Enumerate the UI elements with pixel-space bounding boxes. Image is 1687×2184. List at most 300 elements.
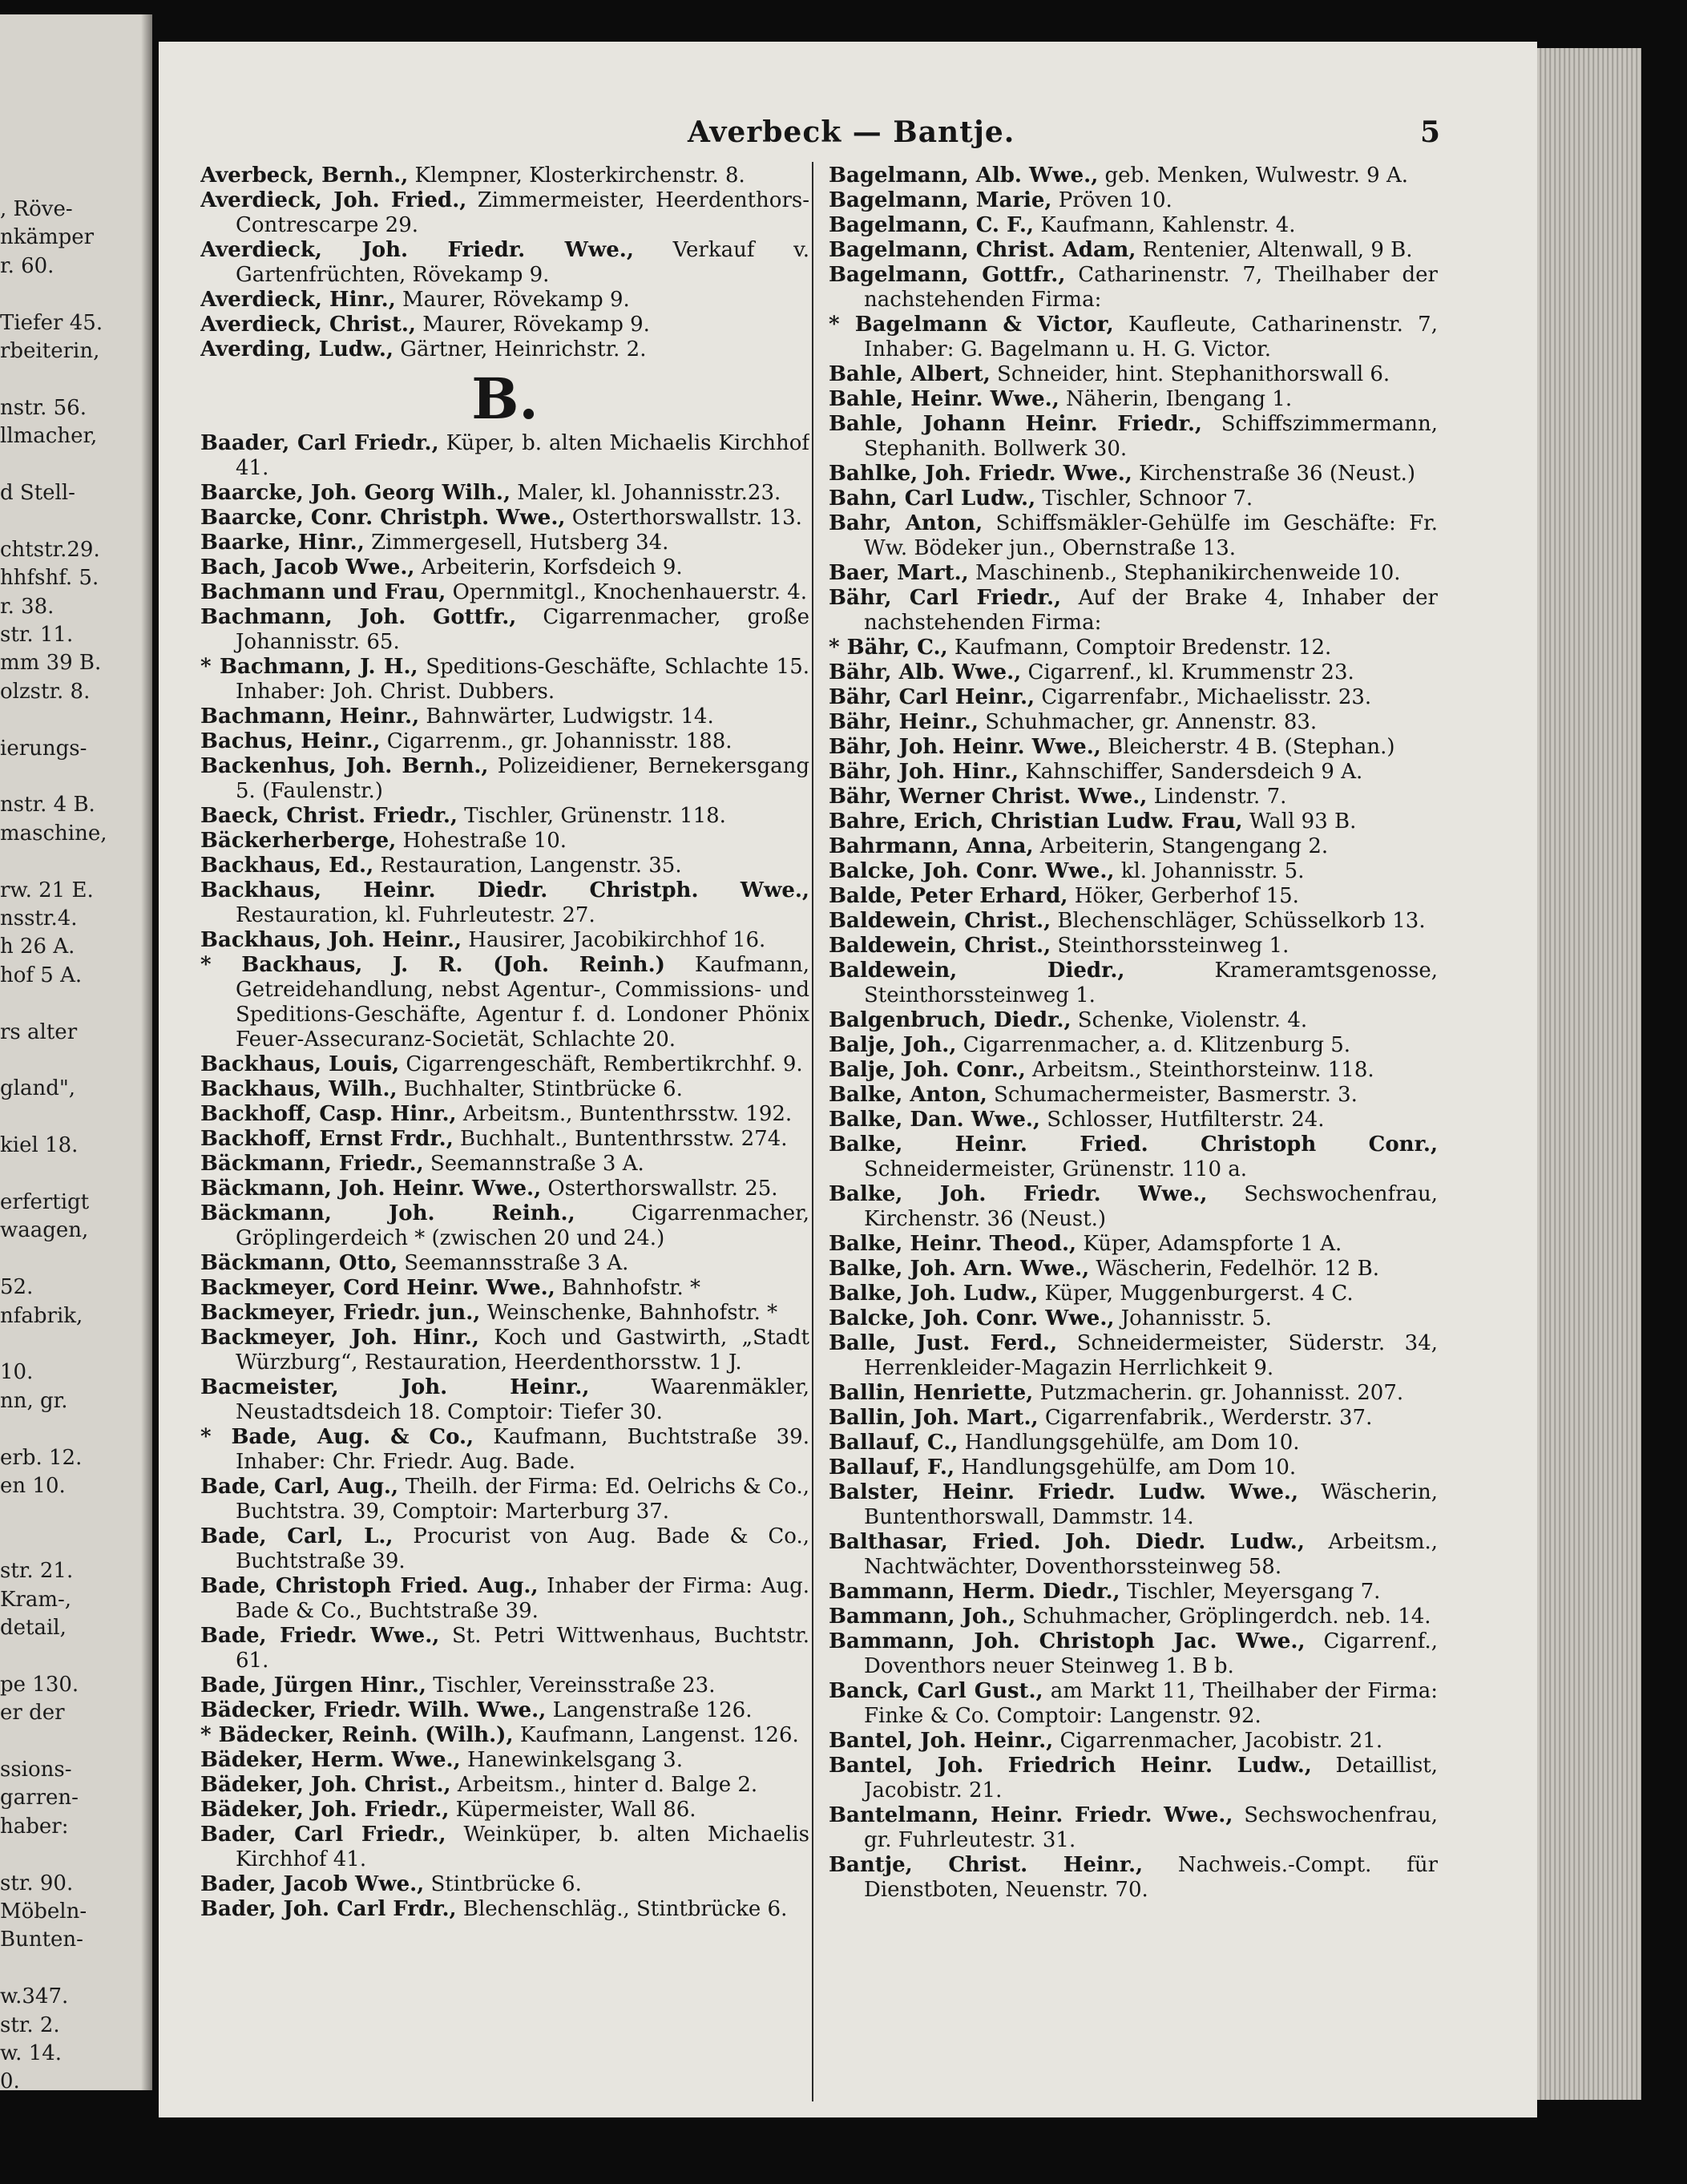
entry-name: Baeck, Christ. Friedr., [200,804,458,828]
left-column [200,163,809,2095]
entry-name: Bahlke, Joh. Friedr. Wwe., [829,462,1132,486]
entry-details: St. Petri Wittwenhaus, Buchtstr. 61. [236,1624,809,1673]
entry-details: Wäscherin, Fedelhör. 12 B. [1096,1257,1379,1281]
entry-details: Cigarrenm., gr. Johannisstr. 188. [386,729,733,753]
facing-page-line: ierungs- [0,736,87,761]
entry-name: * Backhaus, J. R. (Joh. Reinh.) [200,953,665,977]
entry-details: Schiffszimmermann, Stephanith. Bollwerk 30. [864,412,1438,461]
facing-page-line: str. 21. [0,1559,74,1584]
directory-entry [200,655,809,704]
entry-name: Ballin, Joh. Mart., [829,1406,1039,1430]
entry-details: Koch und Gastwirth, „Stadt Würzburg“, Restauration, Heerdenthorsstw. 1 J. [236,1326,809,1375]
entry-name: Averdieck, Joh. Fried., [200,188,467,212]
entry-name: Balde, Peter Erhard, [829,884,1068,908]
directory-entry [200,1624,809,1673]
facing-page-line: olzstr. 8. [0,679,91,704]
entry-name: Baldewein, Christ., [829,909,1051,933]
directory-entry [829,1480,1438,1530]
entry-name: Balgenbruch, Diedr., [829,1008,1072,1032]
entry-name: Baarcke, Joh. Georg Wilh., [200,481,511,505]
facing-page-line: llmacher, [0,424,98,449]
entry-name: Bantel, Joh. Friedrich Heinr. Ludw., [829,1754,1312,1778]
directory-entry [200,1475,809,1524]
entry-name: Balcke, Joh. Conr. Wwe., [829,1306,1115,1330]
directory-entry [829,660,1438,685]
directory-entry [829,412,1438,462]
directory-entry [829,1754,1438,1803]
entry-details: Johannisstr. 5. [1120,1306,1272,1330]
entry-details: Tischler, Schnoor 7. [1042,486,1253,511]
directory-entry [829,387,1438,412]
entry-details: Handlungsgehülfe, am Dom 10. [961,1455,1297,1480]
entry-name: Backhaus, Wilh., [200,1077,398,1101]
directory-entry [829,511,1438,561]
entry-details: Polizeidiener, Bernekersgang 5. (Faulenstr.) [236,754,809,803]
directory-entry [200,1177,809,1201]
entry-name: Bantelmann, Heinr. Friedr. Wwe., [829,1803,1233,1827]
directory-entry [200,829,809,854]
entry-details: Osterthorswallstr. 13. [571,506,802,530]
entry-name: Bade, Christoph Fried. Aug., [200,1574,539,1598]
facing-page-line: ssions- [0,1758,72,1782]
directory-entry [200,163,809,188]
directory-entry [200,1748,809,1773]
directory-entry [829,1431,1438,1455]
directory-entry [200,1524,809,1574]
entry-details: Cigarrengeschäft, Rembertikrchhf. 9. [406,1052,803,1076]
entry-name: Baldewein, Diedr., [829,959,1125,983]
entry-details: Zimmergesell, Hutsberg 34. [371,531,669,555]
directory-entry [200,1127,809,1152]
entry-details: Weinschenke, Bahnhofstr. * [486,1301,778,1325]
entry-details: Verkauf v. Gartenfrüchten, Rövekamp 9. [236,238,809,287]
directory-entry [200,1823,809,1872]
entry-details: Kahnschiffer, Sandersdeich 9 A. [1025,760,1363,784]
directory-entry [829,834,1438,859]
facing-page-line: Kram-, [0,1587,72,1612]
facing-page-line: w. 14. [0,2041,63,2065]
entry-details: am Markt 11, Theilhaber der Firma: Finke & Co. Comptoir: Langenstr. 92. [864,1679,1438,1728]
entry-details: Küpermeister, Wall 86. [455,1798,696,1822]
entry-name: Bähr, Alb. Wwe., [829,660,1022,684]
entry-details: Cigarrenmacher, große Johannisstr. 65. [236,605,809,654]
facing-page-line: nkämper [0,225,95,250]
entry-details: Bleicherstr. 4 B. (Stephan.) [1108,735,1395,759]
entry-details: Küper, b. alten Michaelis Kirchhof 41. [236,431,809,480]
directory-entry [200,1425,809,1475]
entry-name: Baarcke, Conr. Christph. Wwe., [200,506,566,530]
facing-page-line: maschine, [0,821,107,846]
directory-entry [200,1798,809,1823]
entry-details: Bahnwärter, Ludwigstr. 14. [426,704,714,729]
entry-name: Bagelmann, Gottfr., [829,263,1066,287]
directory-entry [829,1232,1438,1257]
entry-name: Bahn, Carl Ludw., [829,486,1036,511]
entry-name: Bädecker, Friedr. Wilh. Wwe., [200,1698,547,1722]
directory-entry [829,710,1438,735]
entry-details: Maschinenb., Stephanikirchenweide 10. [975,561,1401,585]
entry-details: Näherin, Ibengang 1. [1066,387,1293,411]
entry-details: Sechswochenfrau, Kirchenstr. 36 (Neust.) [864,1182,1438,1231]
directory-entry [200,729,809,754]
directory-entry [829,362,1438,387]
entry-name: Bäckmann, Otto, [200,1251,398,1275]
directory-entry [200,1773,809,1798]
entry-details: Schlosser, Hutfilterstr. 24. [1047,1108,1325,1132]
facing-page-line: mm 39 B. [0,651,102,676]
entry-name: Baarke, Hinr., [200,531,365,555]
entry-details: Cigarrenmacher, Gröplingerdeich * (zwischen 20 und 24.) [236,1201,809,1250]
directory-entry [200,1574,809,1624]
facing-page-line: gland", [0,1076,76,1101]
running-head: Averbeck — Bantje. [688,115,1015,149]
entry-details: Auf der Brake 4, Inhaber der nachstehenden Firma: [864,586,1438,635]
facing-page-line: str. 90. [0,1871,74,1895]
directory-entry [829,1381,1438,1406]
entry-details: Kaufmann, Buchtstraße 39. Inhaber: Chr. Friedr. Aug. Bade. [236,1425,809,1474]
entry-name: Balke, Heinr. Theod., [829,1232,1077,1256]
entry-name: Backhaus, Ed., [200,854,374,878]
facing-page-line: Tiefer 45. [0,310,103,335]
entry-details: Wäscherin, Buntenthorswall, Dammstr. 14. [864,1480,1438,1529]
entry-name: Averbeck, Bernh., [200,163,409,188]
entry-name: Bähr, Joh. Heinr. Wwe., [829,735,1101,759]
entry-name: Bader, Jacob Wwe., [200,1872,425,1896]
entry-name: Bammann, Joh., [829,1605,1016,1629]
directory-entry [829,1058,1438,1083]
directory-entry [829,909,1438,934]
entry-details: kl. Johannisstr. 5. [1120,859,1305,883]
facing-page-line: erfertigt [0,1190,90,1214]
entry-details: Arbeiterin, Korfsdeich 9. [421,555,683,579]
directory-entry [200,754,809,804]
entry-name: Bachus, Heinr., [200,729,381,753]
entry-details: Cigarrenmacher, a. d. Klitzenburg 5. [963,1033,1351,1057]
entry-name: Balke, Joh. Ludw., [829,1282,1039,1306]
directory-entry [200,928,809,953]
entry-name: Bäckmann, Joh. Heinr. Wwe., [200,1177,542,1201]
directory-entry [829,959,1438,1008]
directory-entry [829,462,1438,486]
entry-details: Restauration, kl. Fuhrleutestr. 27. [236,903,595,927]
facing-page-line: en 10. [0,1474,66,1498]
directory-entry [829,263,1438,313]
entry-name: Bade, Carl, Aug., [200,1475,399,1499]
entry-details: Schneidermeister, Süderstr. 34, Herrenkleider-Magazin Herrlichkeit 9. [864,1331,1438,1380]
entry-name: Backmeyer, Joh. Hinr., [200,1326,479,1350]
entry-details: Cigarrenmacher, Jacobistr. 21. [1059,1729,1383,1753]
directory-entry [200,1301,809,1326]
entry-name: Balje, Joh. Conr., [829,1058,1026,1082]
directory-entry [829,685,1438,710]
facing-page-line: haber: [0,1814,69,1839]
entry-name: Bähr, Joh. Hinr., [829,760,1019,784]
entry-details: Buchhalt., Buntenthrsstw. 274. [460,1127,788,1151]
facing-page-line: kiel 18. [0,1133,79,1158]
section-letter: B. [471,365,539,432]
entry-details: Hanewinkelsgang 3. [466,1748,683,1772]
facing-page-line: chtstr.29. [0,537,100,562]
directory-entry [829,1008,1438,1033]
entry-details: Hausirer, Jacobikirchhof 16. [468,928,766,952]
facing-page-line: , Röve- [0,197,73,221]
directory-entry [200,1698,809,1723]
entry-details: Arbeitsm., Buntenthrsstw. 192. [462,1102,793,1126]
entry-name: Balle, Just. Ferd., [829,1331,1058,1355]
directory-entry [829,486,1438,511]
entry-name: Bade, Carl, L., [200,1524,393,1548]
entry-name: * Bädecker, Reinh. (Wilh.), [200,1723,514,1747]
entry-name: Averding, Ludw., [200,337,393,361]
facing-page-line: str. 2. [0,2012,60,2037]
entry-details: Arbeitsm., Steinthorsteinw. 118. [1032,1058,1374,1082]
facing-page-line: Möbeln- [0,1899,87,1924]
entry-details: Seemannsstraße 3 A. [404,1251,629,1275]
directory-entry [200,288,809,313]
entry-details: Weinküper, b. alten Michaelis Kirchhof 41. [236,1823,809,1871]
entry-details: Langenstraße 126. [552,1698,753,1722]
page-header [159,115,1537,155]
directory-entry [829,238,1438,263]
directory-entry [200,804,809,829]
entry-name: Bädeker, Herm. Wwe., [200,1748,461,1772]
directory-entry [200,506,809,531]
entry-details: Schneidermeister, Grünenstr. 110 a. [864,1157,1248,1181]
entry-details: Krameramtsgenosse, Steinthorssteinweg 1. [864,959,1438,1007]
entry-name: Bahrmann, Anna, [829,834,1034,858]
directory-entry [200,1326,809,1375]
entry-name: Ballauf, C., [829,1431,959,1455]
entry-details: Schuhmacher, Gröplingerdch. neb. 14. [1022,1605,1431,1629]
entry-details: Schumachermeister, Basmerstr. 3. [994,1083,1358,1107]
directory-entry [829,1629,1438,1679]
directory-entry [200,313,809,337]
directory-entry [200,704,809,729]
entry-name: Bachmann und Frau, [200,580,446,604]
facing-page-line: str. 11. [0,623,74,647]
facing-page-line: pe 130. [0,1672,79,1697]
directory-entry [829,163,1438,188]
facing-page-line: garren- [0,1786,79,1811]
page-edges [1537,48,1641,2100]
entry-name: Bade, Friedr. Wwe., [200,1624,440,1648]
entry-name: Bähr, Carl Friedr., [829,586,1062,610]
facing-page-line: nfabrik, [0,1303,83,1328]
entry-details: Cigarrenfabr., Michaelisstr. 23. [1041,685,1372,709]
directory-entry [200,1872,809,1897]
facing-page-line: detail, [0,1616,67,1640]
directory-entry [829,313,1438,362]
entry-name: Baer, Mart., [829,561,969,585]
entry-details: Höker, Gerberhof 15. [1074,884,1299,908]
facing-page-line: w.347. [0,1984,69,2009]
directory-entry [200,555,809,580]
entry-name: Backhaus, Heinr. Diedr. Christph. Wwe., [200,878,809,902]
entry-details: Stintbrücke 6. [430,1872,582,1896]
entry-details: Schuhmacher, gr. Annenstr. 83. [985,710,1318,734]
entry-details: Klempner, Klosterkirchenstr. 8. [414,163,745,188]
entry-name: Backhoff, Casp. Hinr., [200,1102,457,1126]
entry-name: Bahle, Albert, [829,362,991,386]
page-number: 5 [1420,115,1441,149]
entry-name: Backmeyer, Friedr. jun., [200,1301,481,1325]
entry-name: Bach, Jacob Wwe., [200,555,415,579]
entry-details: Tischler, Grünenstr. 118. [464,804,726,828]
entry-details: Tischler, Meyersgang 7. [1126,1580,1381,1604]
entry-name: Balster, Heinr. Friedr. Ludw. Wwe., [829,1480,1299,1504]
entry-details: Hohestraße 10. [402,829,567,853]
entry-details: Putzmacherin. gr. Johannisst. 207. [1039,1381,1404,1405]
directory-entry [200,481,809,506]
directory-entry [200,1723,809,1748]
entry-name: Bahre, Erich, Christian Ludw. Frau, [829,809,1243,834]
entry-details: Küper, Muggenburgerst. 4 C. [1044,1282,1354,1306]
entry-details: Arbeitsm., hinter d. Balge 2. [457,1773,758,1797]
entry-name: Balke, Joh. Friedr. Wwe., [829,1182,1208,1206]
entry-details: Bahnhofstr. * [562,1276,701,1300]
entry-details: Speditions-Geschäfte, Schlachte 15. Inhaber: Joh. Christ. Dubbers. [236,655,809,704]
directory-entry [200,854,809,878]
directory-entry [200,337,809,362]
entry-name: Bäckerherberge, [200,829,397,853]
entry-details: Rentenier, Altenwall, 9 B. [1142,238,1413,262]
directory-entry [200,1077,809,1102]
directory-entry [200,1251,809,1276]
entry-name: Bammann, Joh. Christoph Jac. Wwe., [829,1629,1306,1653]
facing-page-line: erb. 12. [0,1445,83,1470]
entry-details: Nachweis.-Compt. für Dienstboten, Neuenstr. 70. [864,1853,1438,1902]
entry-details: Kaufmann, Comptoir Bredenstr. 12. [954,636,1332,660]
entry-details: Schenke, Violenstr. 4. [1077,1008,1308,1032]
entry-details: Blechenschläg., Stintbrücke 6. [462,1897,788,1921]
entry-name: * Bagelmann & Victor, [829,313,1114,337]
directory-entry [829,1257,1438,1282]
facing-page-line: h 26 A. [0,935,75,959]
directory-entry [200,1152,809,1177]
entry-name: Balthasar, Fried. Joh. Diedr. Ludw., [829,1530,1305,1554]
entry-name: Backhoff, Ernst Frdr., [200,1127,454,1151]
entry-details: geb. Menken, Wulwestr. 9 A. [1104,163,1409,188]
entry-details: Kirchenstraße 36 (Neust.) [1139,462,1416,486]
entry-name: Bähr, Heinr., [829,710,979,734]
entry-name: Bammann, Herm. Diedr., [829,1580,1120,1604]
entry-name: Ballauf, F., [829,1455,954,1480]
entry-details: Arbeitsm., Nachtwächter, Doventhorssteinweg 58. [864,1530,1438,1579]
entry-name: Balke, Heinr. Fried. Christoph Conr., [829,1132,1438,1157]
entry-name: Baader, Carl Friedr., [200,431,439,455]
entry-name: Bade, Jürgen Hinr., [200,1673,426,1698]
facing-page-line: 0. [0,2069,20,2090]
directory-entry [829,735,1438,760]
entry-details: Lindenstr. 7. [1153,785,1287,809]
entry-name: * Bähr, C., [829,636,948,660]
entry-name: Balke, Dan. Wwe., [829,1108,1040,1132]
directory-entry [829,1803,1438,1853]
entry-details: Arbeiterin, Stangengang 2. [1039,834,1329,858]
facing-page-line: 10. [0,1360,34,1385]
entry-details: Schneider, hint. Stephanithorswall 6. [997,362,1390,386]
entry-name: Backhaus, Louis, [200,1052,400,1076]
facing-page-line: rbeiterin, [0,339,100,363]
facing-page-line: rs alter [0,1019,78,1044]
directory-entry [829,636,1438,660]
entry-name: Balje, Joh., [829,1033,957,1057]
facing-page-line: Bunten- [0,1928,83,1952]
entry-name: Bachmann, Heinr., [200,704,420,729]
entry-name: Bachmann, Joh. Gottfr., [200,605,517,629]
entry-name: Bähr, Werner Christ. Wwe., [829,785,1148,809]
entry-name: Bädeker, Joh. Christ., [200,1773,451,1797]
entry-details: Wall 93 B. [1249,809,1357,834]
directory-entry [829,1306,1438,1331]
entry-name: Bagelmann, C. F., [829,213,1034,237]
entry-details: Procurist von Aug. Bade & Co., Buchtstraße 39. [236,1524,809,1573]
facing-page-line: hhfshf. 5. [0,566,99,591]
entry-details: Waarenmäkler, Neustadtsdeich 18. Comptoir: Tiefer 30. [236,1375,809,1424]
entry-name: Averdieck, Hinr., [200,288,396,312]
entry-name: Bäckmann, Joh. Reinh., [200,1201,575,1225]
entry-details: Detaillist, Jacobistr. 21. [864,1754,1438,1803]
entry-name: Bantel, Joh. Heinr., [829,1729,1054,1753]
directory-page [159,42,1537,2117]
directory-entry [829,884,1438,909]
directory-entry [200,605,809,655]
entry-details: Handlungsgehülfe, am Dom 10. [964,1431,1300,1455]
entry-details: Osterthorswallstr. 25. [547,1177,778,1201]
directory-entry [829,1729,1438,1754]
entry-name: Bader, Joh. Carl Frdr., [200,1897,457,1921]
directory-entry [829,213,1438,238]
directory-entry [829,188,1438,213]
directory-entry [829,859,1438,884]
directory-entry [200,580,809,605]
entry-details: Opernmitgl., Knochenhauerstr. 4. [452,580,808,604]
facing-page-line: r. 60. [0,253,54,278]
entry-details: Tischler, Vereinsstraße 23. [433,1673,716,1698]
entry-name: Balke, Joh. Arn. Wwe., [829,1257,1090,1281]
entry-details: Gärtner, Heinrichstr. 2. [400,337,647,361]
directory-entry [200,1375,809,1425]
facing-page-line: hof 5 A. [0,963,83,987]
facing-page-line: waagen, [0,1218,89,1243]
facing-page-line: d Stell- [0,481,75,505]
directory-entry [200,1201,809,1251]
entry-name: Bähr, Carl Heinr., [829,685,1035,709]
facing-page-line: nstr. 4 B. [0,793,95,817]
facing-page-line: nsstr.4. [0,906,78,931]
directory-entry [200,1052,809,1077]
entry-details: Zimmermeister, Heerdenthors-Contrescarpe 29. [236,188,809,237]
directory-entry [200,1897,809,1922]
directory-entry [200,1102,809,1127]
facing-page-line: rw. 21 E. [0,878,94,902]
directory-entry [829,1182,1438,1232]
directory-entry [829,1331,1438,1381]
directory-entry [200,1673,809,1698]
entry-details: Maler, kl. Johannisstr.23. [517,481,781,505]
entry-name: Backmeyer, Cord Heinr. Wwe., [200,1276,555,1300]
directory-entry [200,431,809,481]
entry-name: Banck, Carl Gust., [829,1679,1043,1703]
directory-entry [829,1083,1438,1108]
column-divider [812,162,813,2101]
entry-details: Restauration, Langenstr. 35. [380,854,682,878]
directory-entry [829,1853,1438,1903]
entry-details: Sechswochenfrau, gr. Fuhrleutestr. 31. [864,1803,1438,1852]
entry-details: Blechenschläger, Schüsselkorb 13. [1057,909,1426,933]
facing-page-line: nstr. 56. [0,395,87,420]
entry-name: Averdieck, Christ., [200,313,416,337]
